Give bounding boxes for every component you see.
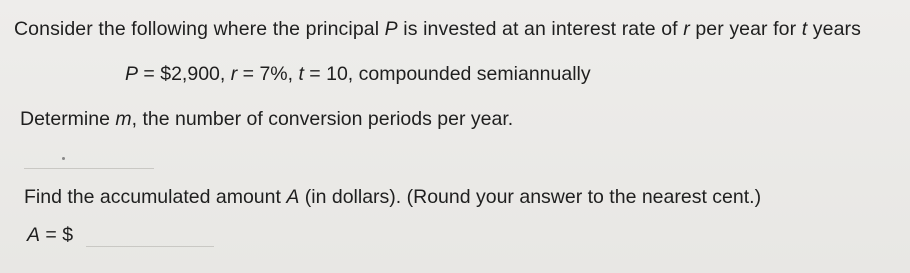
intro-var-t: t <box>801 18 808 40</box>
question-conversion-periods <box>20 108 513 131</box>
answer-amount-input[interactable] <box>86 224 214 247</box>
answer-amount-label <box>27 224 73 247</box>
question-accumulated-amount <box>24 186 761 209</box>
given-var-r: r <box>230 63 238 85</box>
given-val-p: = $2,900, <box>138 63 231 85</box>
input-cursor-dot <box>62 157 65 160</box>
intro-text-suffix: years <box>807 18 861 40</box>
q2-var-a: A <box>286 186 300 208</box>
intro-text-mid1: is invested at an interest rate of <box>397 18 684 40</box>
given-var-p: P <box>125 63 139 85</box>
answer-var-a: A <box>27 224 41 246</box>
q1-suffix: , the number of conversion periods per year. <box>131 108 514 130</box>
q1-var-m: m <box>115 108 132 130</box>
q2-prefix: Find the accumulated amount <box>24 186 287 208</box>
given-var-t: t <box>298 63 304 85</box>
answer-m-input[interactable] <box>24 148 154 169</box>
intro-text-mid2: per year for <box>689 18 802 40</box>
answer-equals-dollar: = $ <box>40 224 74 246</box>
intro-var-p: P <box>384 18 398 40</box>
problem-intro <box>14 18 861 41</box>
q1-prefix: Determine <box>20 108 116 130</box>
intro-text-prefix: Consider the following where the principal <box>14 18 385 40</box>
given-val-r: = 7%, <box>237 63 299 85</box>
intro-var-r: r <box>683 18 690 40</box>
q2-suffix: (in dollars). (Round your answer to the nearest cent.) <box>299 186 762 208</box>
given-values <box>125 63 591 86</box>
given-val-t: = 10, compounded semiannually <box>303 63 591 85</box>
